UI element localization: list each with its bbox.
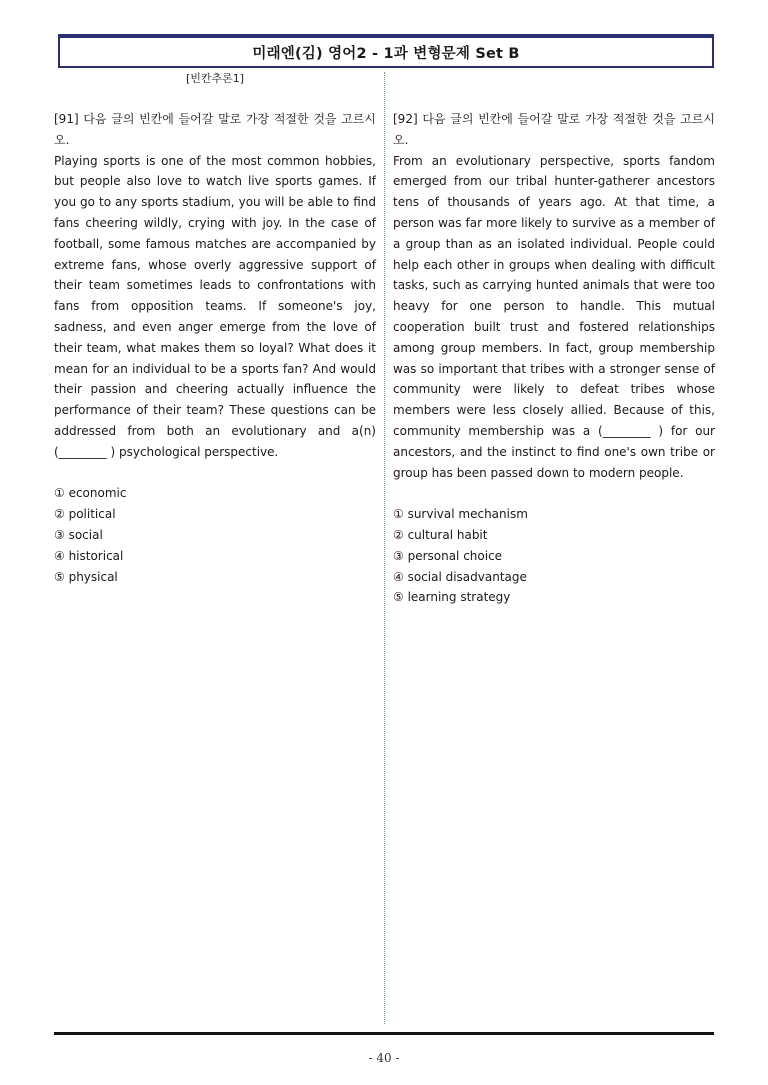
question-92	[393, 109, 715, 620]
option-4: ④ historical	[54, 548, 124, 563]
option-1: ① survival mechanism	[393, 507, 528, 522]
option-5: ⑤ physical	[54, 569, 118, 584]
column-divider	[384, 72, 385, 1024]
section-label: [빈칸추론1]	[186, 72, 245, 85]
answer-options	[54, 483, 376, 587]
option-3: ③ personal choice	[393, 548, 503, 563]
footer-rule	[54, 1032, 714, 1035]
question-prompt: [92] 다음 글의 빈칸에 들어갈 말로 가장 적절한 것을 고르시오.	[393, 112, 715, 147]
question-91	[54, 109, 376, 599]
question-passage: Playing sports is one of the most common hobbies, but people also love to watch live sports games. If you go to any sports stadium, you will be able to find fans cheering wildly, crying with joy. In the case of football, some famous matches are accompanied by extreme fans, whose overly aggressive support of their team sometimes leads to confrontations with fans from opposition teams. If someone's joy, sadness, and even anger emerge from the love of their team, what makes them so loyal? What does it mean for an individual to be a sports fan? And would their passion and cheering actually influence the performance of their team? These questions can be addressed from both an evolutionary and a(n) (________ ) psychological perspective.	[54, 153, 376, 459]
page-number: - 40 -	[368, 1051, 400, 1065]
option-4: ④ social disadvantage	[393, 569, 527, 584]
page-title-box	[58, 36, 714, 68]
option-5: ⑤ learning strategy	[393, 590, 511, 605]
option-2: ② political	[54, 507, 116, 522]
option-3: ③ social	[54, 527, 103, 542]
page-title: 미래엔(김) 영어2 - 1과 변형문제 Set B	[252, 45, 520, 62]
option-1: ① economic	[54, 486, 127, 501]
answer-options	[393, 504, 715, 608]
question-passage: From an evolutionary perspective, sports fandom emerged from our tribal hunter-gatherer ancestors tens of thousands of years ago. At that time, a person was far more likely to survive as a member of a group than as an isolated individual. People could help each other in groups when dealing with difficult tasks, such as carrying hunted animals that were too heavy for one person to handle. This mutual cooperation built trust and fostered relationships among group members. In fact, group membership was so important that tribes with a stronger sense of community were likely to defeat tribes whose members were less closely allied. Because of this, community membership was a (________ ) for our ancestors, and the instinct to find one's own tribe or group has been passed down to modern people.	[393, 153, 715, 480]
question-prompt: [91] 다음 글의 빈칸에 들어갈 말로 가장 적절한 것을 고르시오.	[54, 112, 376, 147]
option-2: ② cultural habit	[393, 527, 488, 542]
